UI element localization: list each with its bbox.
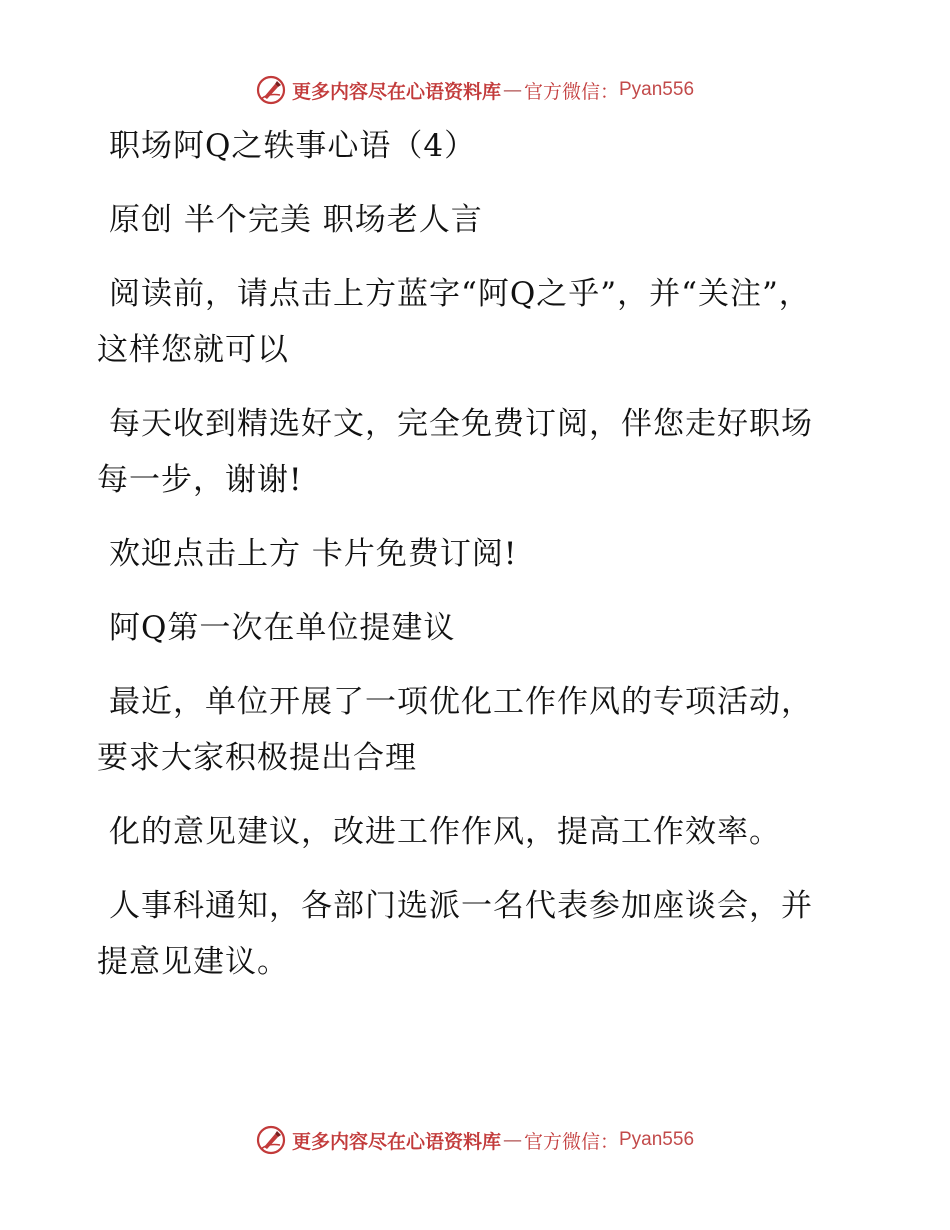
paragraph: 每天收到精选好文，完全免费订阅，伴您走好职场每一步，谢谢!: [97, 406, 813, 498]
banner-site-text: 更多内容尽在心语资料库: [291, 80, 501, 103]
pen-logo-icon: [256, 1125, 286, 1155]
author-line: 原创 半个完美 职场老人言: [109, 202, 483, 238]
paragraph: 人事科通知，各部门选派一名代表参加座谈会，并提意见建议。: [97, 888, 813, 980]
document-title: 职场阿Q之轶事心语（4）: [109, 128, 477, 164]
banner-site-text: 更多内容尽在心语资料库: [291, 1130, 501, 1153]
banner-wechat-label: 官方微信：: [523, 80, 619, 103]
paragraph: 化的意见建议，改进工作作风，提高工作效率。: [109, 814, 781, 850]
section-heading: 阿Q第一次在单位提建议: [109, 610, 456, 646]
footer-banner: [0, 1120, 950, 1160]
document-body: [97, 118, 837, 1008]
paragraph: 欢迎点击上方 卡片免费订阅!: [109, 536, 518, 572]
banner-wechat-id: Pyan556: [619, 1129, 695, 1150]
banner-wechat-label: 官方微信：: [523, 1130, 619, 1153]
banner-separator: —: [502, 79, 522, 101]
paragraph: 最近，单位开展了一项优化工作作风的专项活动，要求大家积极提出合理: [97, 684, 813, 776]
pen-logo-icon: [256, 75, 286, 105]
paragraph: 阅读前，请点击上方蓝字“阿Q之乎”，并“关注”，这样您就可以: [97, 276, 811, 368]
banner-wechat-id: Pyan556: [619, 79, 695, 100]
header-banner: [0, 70, 950, 110]
banner-separator: —: [502, 1129, 522, 1151]
